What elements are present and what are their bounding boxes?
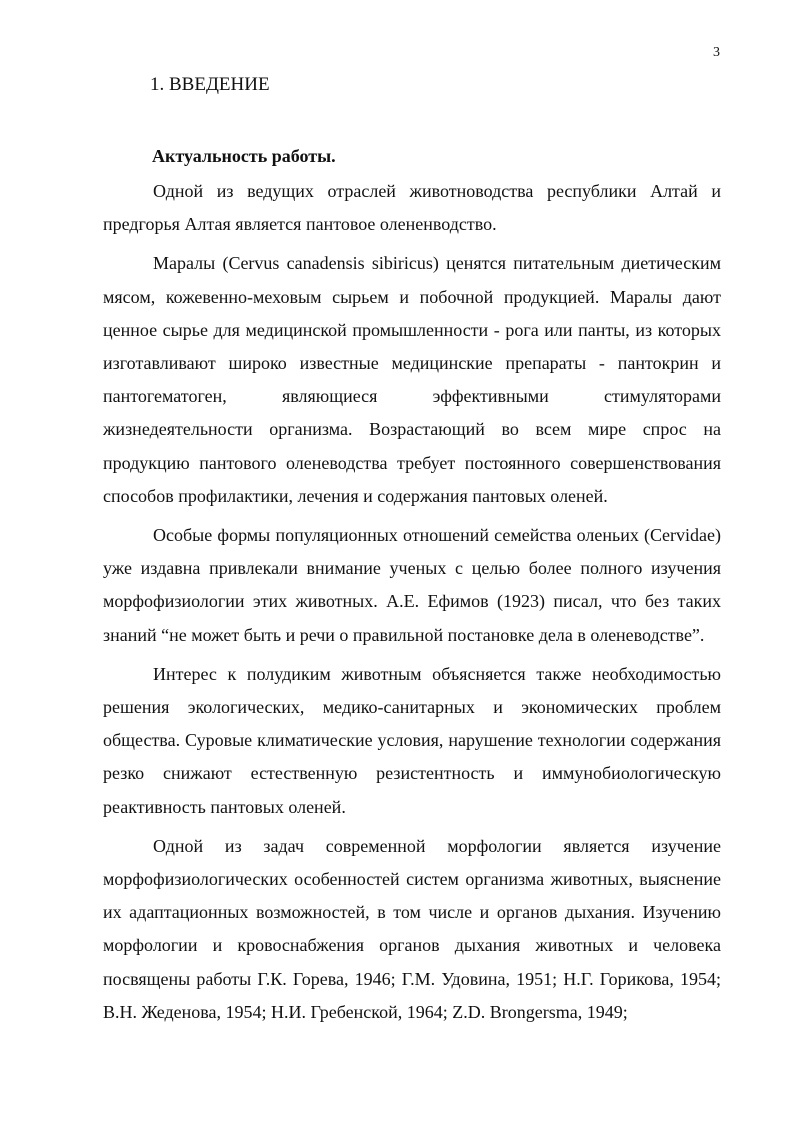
paragraph-4: Интерес к полудиким животным объясняется также необходимостью решения экологических, медико-санитарных и экономических проблем общества. Суровые климатические условия, нарушение технологии содержания резко снижают естественную резистентность и иммунобиологическую реактивность пантовых оленей.: [103, 663, 721, 817]
paragraph-5: Одной из задач современной морфологии является изучение морфофизиологических особенностей систем организма животных, выяснение их адаптационных возможностей, в том числе и органов дыхания. Изучению морфологии и кровоснабжения органов дыхания животных и человека посвящены работы Г.К. Горева, 1946; Г.М. Удовина, 1951; Н.Г. Горикова, 1954; В.Н. Жеденова, 1954; Н.И. Гребенской, 1964; Z.D. Brongersma, 1949;: [103, 835, 721, 1022]
page-number: 3: [713, 45, 720, 60]
section-heading: 1. ВВЕДЕНИЕ: [150, 74, 270, 95]
paragraph-3: Особые формы популяционных отношений семейства оленьих (Cervidae) уже издавна привлекали внимание ученых с целью более полного изучения морфофизиологии этих животных. А.Е. Ефимов (1923) писал, что без таких знаний “не может быть и речи о правильной постановке дела в оленеводстве”.: [103, 525, 721, 645]
paragraph-2: Маралы (Cervus canadensis sibiricus) ценятся питательным диетическим мясом, кожевенно-меховым сырьем и побочной продукцией. Маралы дают ценное сырье для медицинской промышленности - рога или панты, из которых изготавливают широко известные медицинские препараты - пантокрин и пантогематоген, являющиеся эффективными стимуляторами жизнедеятельности организма. Возрастающий во всем мире спрос на продукцию пантового оленеводства требует постоянного совершенствования способов профилактики, лечения и содержания пантовых оленей.: [103, 253, 721, 506]
body-text: [103, 175, 721, 1029]
subsection-heading: Актуальность работы.: [152, 146, 336, 166]
paragraph-1: Одной из ведущих отраслей животноводства республики Алтай и предгорья Алтая является пантовое олененводство.: [103, 181, 721, 235]
